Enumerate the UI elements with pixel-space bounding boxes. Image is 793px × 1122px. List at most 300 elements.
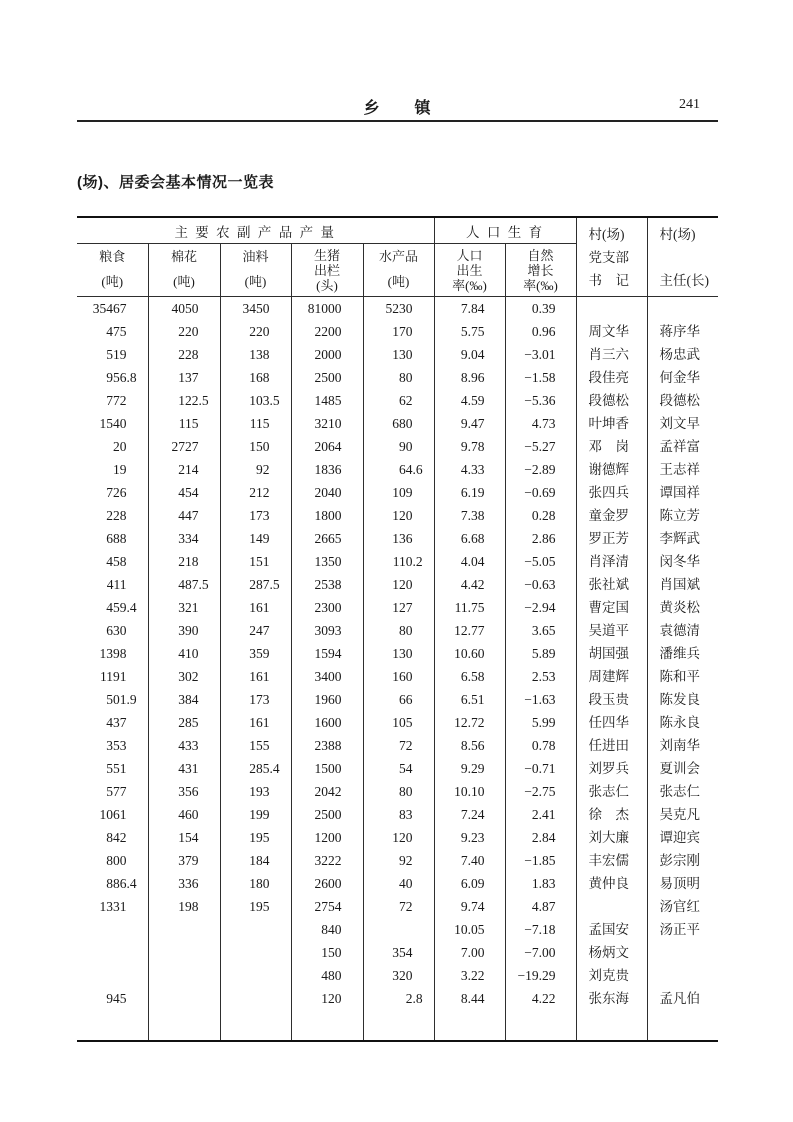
dec-part	[127, 803, 142, 826]
column-header-1	[148, 244, 220, 297]
cell-product	[148, 458, 220, 481]
cell-product	[363, 297, 434, 321]
cell-product	[291, 297, 363, 321]
int-part: 2064	[314, 439, 342, 454]
cell-rate: −7.00	[505, 941, 576, 964]
number	[223, 780, 285, 803]
cell-product	[77, 987, 148, 1010]
int-part: 40	[399, 876, 413, 891]
cell-product	[77, 481, 148, 504]
table-row	[77, 320, 718, 343]
number	[294, 412, 357, 435]
dec-part	[127, 711, 142, 734]
cell-product	[220, 481, 291, 504]
int-part: 577	[106, 784, 127, 799]
dec-part	[342, 550, 357, 573]
cell-rate: 4.42	[434, 573, 505, 596]
cell-product	[148, 895, 220, 918]
number	[79, 803, 142, 826]
cell-product	[291, 918, 363, 941]
dec-part	[413, 895, 428, 918]
dec-part	[342, 711, 357, 734]
dec-part	[270, 803, 285, 826]
header-line: 人口	[456, 247, 483, 263]
number	[151, 458, 214, 481]
header-line: 生猪	[313, 247, 340, 263]
dec-part	[270, 527, 285, 550]
cell-director: 段德松	[647, 389, 718, 412]
number	[223, 527, 285, 550]
int-part: 359	[249, 646, 270, 661]
dec-part	[413, 734, 428, 757]
cell-product	[220, 895, 291, 918]
cell-product	[363, 803, 434, 826]
number	[79, 343, 142, 366]
int-part: 161	[249, 669, 270, 684]
int-part: 2000	[314, 347, 342, 362]
number	[79, 734, 142, 757]
column-header-7	[576, 217, 647, 297]
int-part: 161	[249, 715, 270, 730]
number	[294, 803, 357, 826]
dec-part	[270, 366, 285, 389]
int-part: 353	[106, 738, 127, 753]
cell-product	[363, 343, 434, 366]
int-part: 1398	[99, 646, 127, 661]
number	[294, 688, 357, 711]
column-header-0	[77, 244, 148, 297]
cell-product	[148, 642, 220, 665]
number	[223, 366, 285, 389]
cell-product	[291, 619, 363, 642]
cell-secretary: 孟国安	[576, 918, 647, 941]
int-part: 320	[392, 968, 413, 983]
cell-product	[77, 596, 148, 619]
cell-secretary: 段德松	[576, 389, 647, 412]
table-row	[77, 895, 718, 918]
cell-product	[363, 320, 434, 343]
cell-product	[77, 711, 148, 734]
cell-rate: 6.09	[434, 872, 505, 895]
int-part: 103	[249, 393, 270, 408]
number	[294, 550, 357, 573]
int-part: 220	[178, 324, 199, 339]
number	[294, 826, 357, 849]
number	[366, 964, 428, 987]
cell-product	[220, 435, 291, 458]
cell-rate: −7.18	[505, 918, 576, 941]
cell-secretary: 徐 杰	[576, 803, 647, 826]
column-header-3	[291, 244, 363, 297]
dec-part	[199, 435, 214, 458]
number	[294, 780, 357, 803]
header-rule	[77, 120, 718, 122]
number	[366, 642, 428, 665]
int-part: 72	[399, 738, 413, 753]
table-row	[77, 297, 718, 321]
dec-part	[270, 872, 285, 895]
cell-secretary: 张四兵	[576, 481, 647, 504]
cell-rate: −1.63	[505, 688, 576, 711]
int-part: 3210	[314, 416, 342, 431]
number	[223, 435, 285, 458]
number	[79, 550, 142, 573]
int-part: 122	[178, 393, 199, 408]
number	[294, 619, 357, 642]
int-part: 80	[399, 623, 413, 638]
table-header-group-row	[77, 217, 718, 244]
cell-product	[148, 550, 220, 573]
cell-rate: 7.24	[434, 803, 505, 826]
dec-part	[413, 504, 428, 527]
cell-product	[77, 642, 148, 665]
int-part: 80	[399, 370, 413, 385]
cell-product	[148, 297, 220, 321]
cell-director: 谭国祥	[647, 481, 718, 504]
int-part: 120	[392, 830, 413, 845]
number	[79, 435, 142, 458]
cell-director: 李辉武	[647, 527, 718, 550]
cell-product	[220, 757, 291, 780]
cell-product	[220, 619, 291, 642]
int-part: 90	[399, 439, 413, 454]
cell-product	[363, 734, 434, 757]
int-part: 80	[399, 784, 413, 799]
cell-rate: 9.04	[434, 343, 505, 366]
cell-rate: −0.63	[505, 573, 576, 596]
number	[366, 665, 428, 688]
dec-part	[199, 849, 214, 872]
number	[294, 435, 357, 458]
cell-rate: 1.83	[505, 872, 576, 895]
dec-part	[342, 435, 357, 458]
cell-director: 陈立芳	[647, 504, 718, 527]
cell-product	[363, 504, 434, 527]
dec-part	[270, 550, 285, 573]
cell-secretary: 刘克贵	[576, 964, 647, 987]
cell-product	[291, 550, 363, 573]
int-part: 2754	[314, 899, 342, 914]
dec-part	[342, 688, 357, 711]
number	[151, 435, 214, 458]
dec-part	[342, 573, 357, 596]
dec-part	[127, 665, 142, 688]
header-line: 出生	[456, 262, 483, 278]
table-title: (场)、居委会基本情况一览表	[77, 174, 274, 191]
number	[366, 872, 428, 895]
table-row	[77, 389, 718, 412]
int-part: 2	[405, 991, 413, 1006]
number	[223, 412, 285, 435]
int-part: 2388	[314, 738, 342, 753]
dec-part	[127, 320, 142, 343]
int-part: 886	[106, 876, 127, 891]
int-part: 501	[106, 692, 127, 707]
number	[294, 642, 357, 665]
int-part: 1191	[100, 669, 127, 684]
table-row	[77, 941, 718, 964]
int-part: 170	[392, 324, 413, 339]
int-part: 160	[392, 669, 413, 684]
dec-part	[199, 412, 214, 435]
cell-product	[291, 412, 363, 435]
int-part: 726	[106, 485, 127, 500]
dec-part	[413, 964, 428, 987]
number	[151, 872, 214, 895]
int-part: 3093	[314, 623, 342, 638]
cell-director: 孟祥富	[647, 435, 718, 458]
number	[151, 527, 214, 550]
cell-product	[77, 780, 148, 803]
cell-product	[77, 389, 148, 412]
int-part: 115	[178, 416, 199, 431]
cell-director: 肖国斌	[647, 573, 718, 596]
number	[151, 688, 214, 711]
cell-product	[77, 964, 148, 987]
number	[366, 481, 428, 504]
dec-part	[199, 780, 214, 803]
int-part: 519	[106, 347, 127, 362]
dec-part	[342, 964, 357, 987]
int-part: 1350	[314, 554, 342, 569]
column-header-4	[363, 244, 434, 297]
cell-product	[148, 665, 220, 688]
cell-product	[220, 665, 291, 688]
dec-part	[199, 550, 214, 573]
dec-part	[270, 343, 285, 366]
table-row	[77, 780, 718, 803]
int-part: 390	[178, 623, 199, 638]
int-part: 285	[178, 715, 199, 730]
cell-product	[148, 619, 220, 642]
dec-part	[342, 527, 357, 550]
int-part: 334	[178, 531, 199, 546]
number	[294, 849, 357, 872]
dec-part	[342, 872, 357, 895]
int-part: 379	[178, 853, 199, 868]
number	[79, 872, 142, 895]
cell-secretary: 张东海	[576, 987, 647, 1010]
cell-product	[291, 803, 363, 826]
dec-part: .5	[269, 393, 280, 408]
cell-product	[363, 642, 434, 665]
int-part: 1200	[314, 830, 342, 845]
dec-part	[342, 918, 357, 941]
cell-product	[148, 964, 220, 987]
header-line: 书 记	[588, 272, 630, 288]
cell-product	[291, 849, 363, 872]
cell-product	[291, 320, 363, 343]
int-part: 356	[178, 784, 199, 799]
number	[79, 481, 142, 504]
dec-part: .5	[198, 577, 209, 592]
int-part: 5230	[385, 301, 413, 316]
cell-product	[363, 895, 434, 918]
cell-product	[220, 504, 291, 527]
cell-director: 孟凡伯	[647, 987, 718, 1010]
dec-part	[342, 757, 357, 780]
cell-rate: 12.72	[434, 711, 505, 734]
cell-product	[148, 481, 220, 504]
int-part: 800	[106, 853, 127, 868]
header-line: 主任(长)	[659, 272, 710, 288]
int-part: 2500	[314, 370, 342, 385]
int-part: 173	[249, 508, 270, 523]
cell-product	[363, 987, 434, 1010]
dec-part	[127, 458, 142, 481]
int-part: 437	[106, 715, 127, 730]
dec-part: .4	[126, 600, 137, 615]
number	[79, 780, 142, 803]
dec-part	[127, 412, 142, 435]
cell-rate: −5.27	[505, 435, 576, 458]
table-row	[77, 872, 718, 895]
cell-director: 易顶明	[647, 872, 718, 895]
number	[223, 596, 285, 619]
number	[294, 320, 357, 343]
number	[79, 504, 142, 527]
int-part: 2200	[314, 324, 342, 339]
number	[223, 343, 285, 366]
cell-product	[363, 435, 434, 458]
dec-part	[413, 826, 428, 849]
cell-rate: 0.78	[505, 734, 576, 757]
number	[151, 320, 214, 343]
table-spacer-row	[77, 1010, 718, 1041]
dec-part	[270, 895, 285, 918]
int-part: 127	[392, 600, 413, 615]
int-part: 19	[113, 462, 127, 477]
header-line: 粮食	[99, 249, 126, 264]
cell-product	[291, 688, 363, 711]
dec-part	[199, 458, 214, 481]
table-row	[77, 826, 718, 849]
dec-part	[270, 849, 285, 872]
cell-product	[291, 389, 363, 412]
cell-product	[77, 941, 148, 964]
cell-product	[77, 826, 148, 849]
table-row	[77, 757, 718, 780]
int-part: 149	[249, 531, 270, 546]
int-part: 20	[113, 439, 127, 454]
dec-part	[413, 343, 428, 366]
int-part: 64	[399, 462, 413, 477]
cell-rate: 2.41	[505, 803, 576, 826]
number	[223, 803, 285, 826]
cell-product	[291, 964, 363, 987]
cell-rate: 9.29	[434, 757, 505, 780]
table-row	[77, 596, 718, 619]
int-part: 120	[392, 577, 413, 592]
number	[294, 711, 357, 734]
dec-part	[413, 665, 428, 688]
int-part: 3450	[242, 301, 270, 316]
dec-part	[342, 780, 357, 803]
int-part: 92	[399, 853, 413, 868]
number	[294, 757, 357, 780]
group-header-0: 主 要 农 副 产 品 产 量	[77, 217, 434, 244]
group-header-1: 人 口 生 育	[434, 217, 576, 244]
number	[223, 826, 285, 849]
dec-part	[199, 734, 214, 757]
int-part: 214	[178, 462, 199, 477]
spacer-cell	[148, 1010, 220, 1041]
column-header-8-lines	[648, 219, 719, 296]
header-line: (吨)	[101, 274, 124, 289]
dec-part	[127, 849, 142, 872]
data-table	[77, 216, 718, 1042]
cell-product	[291, 527, 363, 550]
cell-product	[220, 803, 291, 826]
cell-product	[363, 481, 434, 504]
int-part: 72	[399, 899, 413, 914]
spacer-cell	[77, 1010, 148, 1041]
cell-product	[220, 688, 291, 711]
number	[79, 366, 142, 389]
int-part: 35467	[92, 301, 127, 316]
cell-product	[148, 527, 220, 550]
dec-part	[199, 757, 214, 780]
number	[151, 757, 214, 780]
header-line: 棉花	[170, 249, 197, 264]
number	[366, 711, 428, 734]
cell-product	[220, 320, 291, 343]
dec-part: .6	[412, 462, 423, 477]
number	[223, 711, 285, 734]
dec-part	[413, 573, 428, 596]
cell-director: 刘南华	[647, 734, 718, 757]
column-header-1-lines	[149, 244, 220, 296]
number	[151, 389, 214, 412]
number	[151, 343, 214, 366]
dec-part	[413, 849, 428, 872]
cell-secretary	[576, 895, 647, 918]
cell-product	[291, 481, 363, 504]
dec-part	[270, 435, 285, 458]
dec-part	[413, 481, 428, 504]
dec-part	[199, 826, 214, 849]
int-part: 842	[106, 830, 127, 845]
cell-product	[148, 688, 220, 711]
cell-product	[148, 412, 220, 435]
spacer-cell	[291, 1010, 363, 1041]
int-part: 2727	[171, 439, 199, 454]
number	[151, 573, 214, 596]
dec-part: .4	[126, 876, 137, 891]
dec-part	[199, 619, 214, 642]
cell-rate: 10.05	[434, 918, 505, 941]
cell-product	[77, 918, 148, 941]
table-row	[77, 918, 718, 941]
int-part: 83	[399, 807, 413, 822]
number	[223, 297, 285, 320]
number	[366, 458, 428, 481]
cell-secretary: 任四华	[576, 711, 647, 734]
cell-product	[220, 826, 291, 849]
spacer-cell	[434, 1010, 505, 1041]
cell-product	[148, 918, 220, 941]
cell-product	[148, 320, 220, 343]
int-part: 138	[249, 347, 270, 362]
cell-product	[363, 688, 434, 711]
number	[366, 987, 428, 1010]
cell-product	[291, 642, 363, 665]
cell-rate: 2.53	[505, 665, 576, 688]
dec-part	[342, 366, 357, 389]
int-part: 154	[178, 830, 199, 845]
cell-rate: −3.01	[505, 343, 576, 366]
cell-rate: 5.89	[505, 642, 576, 665]
